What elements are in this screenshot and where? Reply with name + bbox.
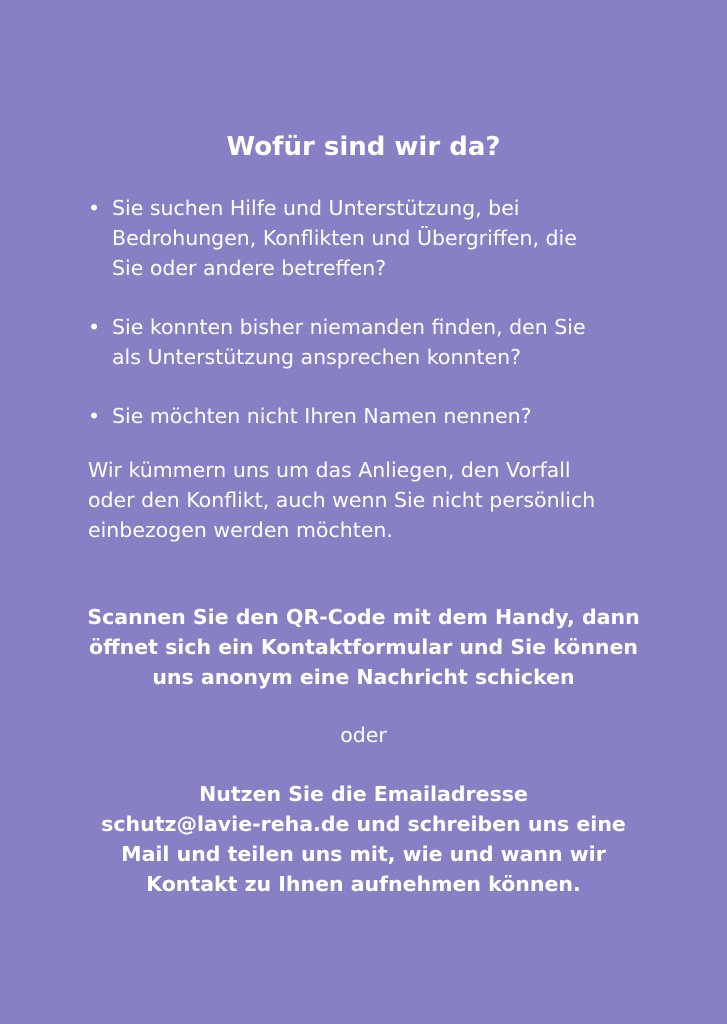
- list-item: [88, 401, 648, 431]
- question-list: [88, 193, 648, 460]
- bullet-icon: •: [88, 315, 101, 339]
- email-instruction-text: und schreiben uns eine: [349, 812, 626, 836]
- list-item-line: Sie möchten nicht Ihren Namen nennen?: [112, 404, 532, 428]
- intro-paragraph: [88, 455, 658, 545]
- list-item: [88, 193, 648, 283]
- email-instruction-line: Mail und teilen uns mit, wie und wann wir: [121, 842, 606, 866]
- qr-code-instruction: [0, 602, 727, 692]
- bullet-icon: •: [88, 404, 101, 428]
- email-instruction-line: [0, 809, 727, 839]
- email-instruction-line: Nutzen Sie die Emailadresse: [199, 782, 528, 806]
- oder-separator: oder: [340, 723, 387, 747]
- qr-instruction-line: öffnet sich ein Kontaktformular und Sie können: [88, 635, 639, 659]
- email-instruction-line: Kontakt zu Ihnen aufnehmen können.: [146, 872, 581, 896]
- email-link[interactable]: schutz@lavie-reha.de: [101, 812, 350, 836]
- list-item-line: Sie konnten bisher niemanden finden, den Sie: [112, 315, 586, 339]
- list-item-line: als Unterstützung ansprechen konnten?: [112, 345, 521, 369]
- list-item: [88, 312, 648, 372]
- intro-line: einbezogen werden möchten.: [88, 518, 393, 542]
- page-title: Wofür sind wir da?: [226, 132, 501, 162]
- intro-line: oder den Konflikt, auch wenn Sie nicht persönlich: [88, 488, 596, 512]
- qr-instruction-line: uns anonym eine Nachricht schicken: [152, 665, 575, 689]
- bullet-icon: •: [88, 196, 101, 220]
- intro-line: Wir kümmern uns um das Anliegen, den Vorfall: [88, 458, 571, 482]
- qr-instruction-line: Scannen Sie den QR-Code mit dem Handy, dann: [87, 605, 640, 629]
- list-item-line: Sie suchen Hilfe und Unterstützung, bei: [112, 196, 520, 220]
- email-instruction: [0, 779, 727, 899]
- list-item-line: Sie oder andere betreffen?: [112, 256, 387, 280]
- list-item-line: Bedrohungen, Konflikten und Übergriffen, die: [112, 226, 577, 250]
